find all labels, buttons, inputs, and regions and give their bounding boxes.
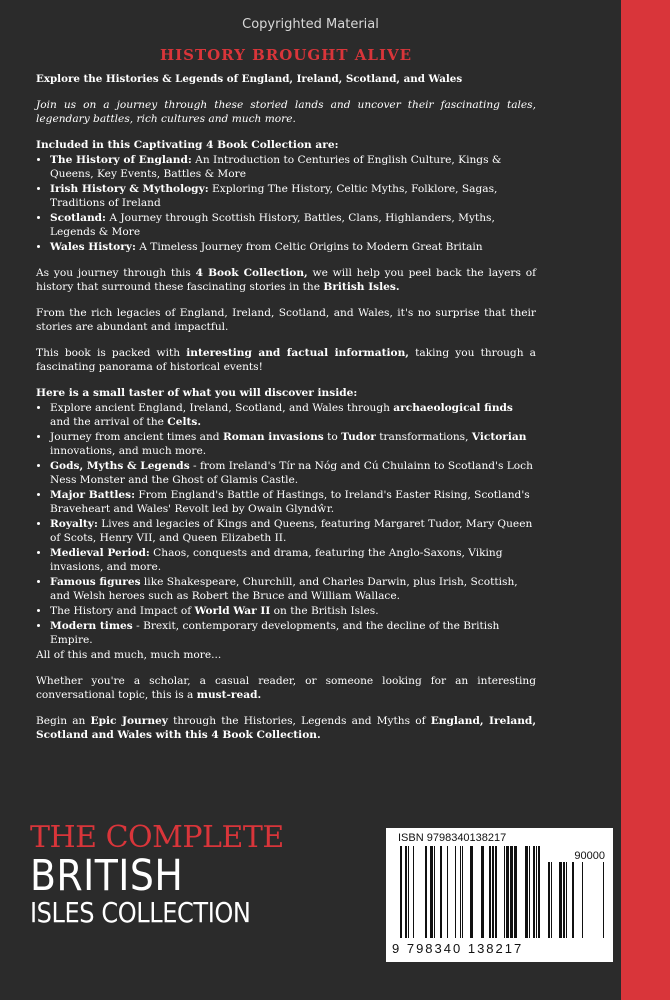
logo-line-british: BRITISH bbox=[30, 851, 184, 901]
list-item: • Medieval Period: Chaos, conquests and drama, featuring the Anglo-Saxons, Viking invasions, and more. bbox=[50, 546, 536, 574]
taster-list bbox=[36, 401, 536, 647]
isbn-barcode bbox=[386, 828, 613, 962]
list-item: • Wales History: A Timeless Journey from Celtic Origins to Modern Great Britain bbox=[50, 240, 536, 254]
logo-line-the-complete: THE COMPLETE bbox=[30, 820, 284, 855]
list-item: • Royalty: Lives and legacies of Kings and Queens, featuring Margaret Tudor, Mary Queen of Scots, Henry VII, and Queen Elizabeth II. bbox=[50, 517, 536, 545]
list-item: • The History of England: An Introduction to Centuries of English Culture, Kings & Queens, Key Events, Battles & More bbox=[50, 153, 536, 181]
paragraph-legacies: From the rich legacies of England, Ireland, Scotland, and Wales, it's no surprise that their stories are abundant and impactful. bbox=[36, 307, 536, 333]
taster-after: All of this and much, much more... bbox=[36, 649, 222, 661]
subtitle: Explore the Histories & Legends of England, Ireland, Scotland, and Wales bbox=[36, 73, 463, 85]
copyright-watermark: Copyrighted Material bbox=[242, 17, 379, 32]
list-item: • Irish History & Mythology: Exploring The History, Celtic Myths, Folklore, Sagas, Traditions of Ireland bbox=[50, 182, 536, 210]
collection-heading: Included in this Captivating 4 Book Collection are: bbox=[36, 139, 339, 151]
list-item: • Gods, Myths & Legends - from Ireland's Tír na Nóg and Cú Chulainn to Scotland's Loch Ness Monster and the Ghost of Glamis Castle. bbox=[50, 459, 536, 487]
barcode-digits: 9 798340 138217 bbox=[392, 941, 524, 956]
taster-heading: Here is a small taster of what you will discover inside: bbox=[36, 387, 358, 399]
list-item: • Scotland: A Journey through Scottish History, Battles, Clans, Highlanders, Myths, Legends & More bbox=[50, 211, 536, 239]
logo-line-isles-collection: ISLES COLLECTION bbox=[30, 896, 251, 929]
paragraph-packed: This book is packed with interesting and factual information, taking you through a fascinating panorama of historical events! bbox=[36, 347, 536, 373]
list-item: • Famous figures like Shakespeare, Churchill, and Charles Darwin, plus Irish, Scottish, and Welsh heroes such as Robert the Bruce and William Wallace. bbox=[50, 575, 536, 603]
intro-paragraph: Join us on a journey through these storied lands and uncover their fascinating tales, legendary battles, rich cultures and much more. bbox=[36, 99, 536, 125]
list-item: • Journey from ancient times and Roman invasions to Tudor transformations, Victorian innovations, and much more. bbox=[50, 430, 536, 458]
book-list bbox=[36, 153, 536, 254]
paragraph-journey: As you journey through this 4 Book Collection, we will help you peel back the layers of history that surround these fascinating stories in the British Isles. bbox=[36, 267, 537, 293]
paragraph-epic-journey: Begin an Epic Journey through the Histories, Legends and Myths of England, Ireland, Scotland and Wales with this 4 Book Collection. bbox=[36, 715, 537, 741]
list-item: • Modern times - Brexit, contemporary developments, and the decline of the British Empire. bbox=[50, 619, 536, 647]
red-spine-stripe bbox=[621, 0, 670, 1000]
isbn-label: ISBN 9798340138217 bbox=[398, 832, 507, 844]
price-code: 90000 bbox=[574, 850, 605, 862]
list-item: • Explore ancient England, Ireland, Scotland, and Wales through archaeological finds and the arrival of the Celts. bbox=[50, 401, 536, 429]
barcode-bars bbox=[392, 846, 607, 941]
back-cover-text bbox=[36, 48, 536, 754]
paragraph-must-read: Whether you're a scholar, a casual reader, or someone looking for an interesting conversational topic, this is a must-read. bbox=[36, 675, 536, 701]
list-item: • The History and Impact of World War II on the British Isles. bbox=[50, 604, 536, 618]
list-item: • Major Battles: From England's Battle of Hastings, to Ireland's Easter Rising, Scotland's Braveheart and Wales' Revolt led by Owain Glyndŵr. bbox=[50, 488, 536, 516]
collection-logo bbox=[30, 822, 350, 928]
page-title: HISTORY BROUGHT ALIVE bbox=[159, 46, 413, 64]
